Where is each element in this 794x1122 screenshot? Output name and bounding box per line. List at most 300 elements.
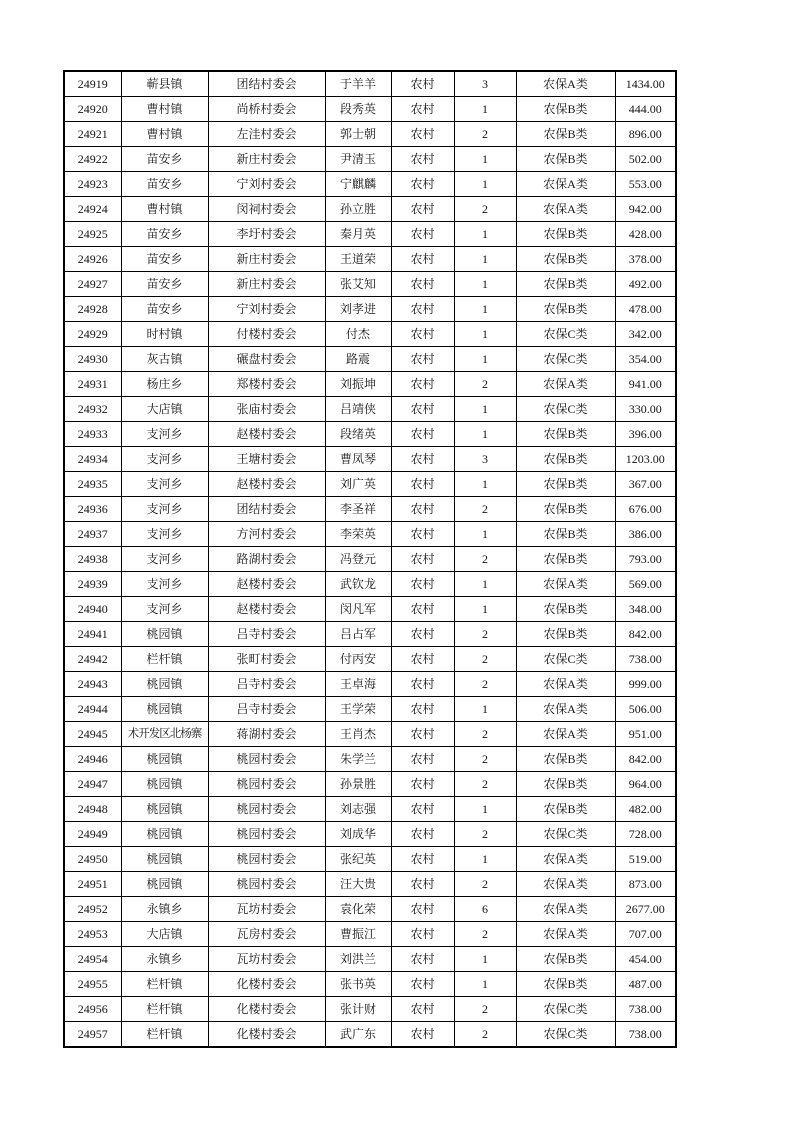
cell-insurance-category: 农保B类 xyxy=(516,597,615,622)
cell-person-count: 6 xyxy=(454,897,516,922)
cell-town: 蕲县镇 xyxy=(121,71,208,97)
cell-record-id: 24954 xyxy=(64,947,121,972)
cell-town: 支河乡 xyxy=(121,447,208,472)
cell-record-id: 24934 xyxy=(64,447,121,472)
table-row xyxy=(64,497,676,522)
cell-residence-type: 农村 xyxy=(391,922,454,947)
cell-record-id: 24951 xyxy=(64,872,121,897)
cell-residence-type: 农村 xyxy=(391,722,454,747)
cell-residence-type: 农村 xyxy=(391,797,454,822)
cell-village-committee: 付楼村委会 xyxy=(208,322,325,347)
table-row xyxy=(64,947,676,972)
table-row xyxy=(64,522,676,547)
cell-person-count: 1 xyxy=(454,422,516,447)
cell-amount: 444.00 xyxy=(615,97,676,122)
table-row xyxy=(64,272,676,297)
cell-record-id: 24955 xyxy=(64,972,121,997)
cell-amount: 873.00 xyxy=(615,872,676,897)
cell-amount: 1203.00 xyxy=(615,447,676,472)
cell-town: 苗安乡 xyxy=(121,297,208,322)
cell-record-id: 24940 xyxy=(64,597,121,622)
cell-village-committee: 新庄村委会 xyxy=(208,272,325,297)
cell-village-committee: 吕寺村委会 xyxy=(208,697,325,722)
cell-amount: 386.00 xyxy=(615,522,676,547)
cell-record-id: 24953 xyxy=(64,922,121,947)
cell-residence-type: 农村 xyxy=(391,522,454,547)
cell-insurance-category: 农保C类 xyxy=(516,322,615,347)
cell-insurance-category: 农保B类 xyxy=(516,247,615,272)
cell-person-name: 刘孝进 xyxy=(325,297,391,322)
cell-person-name: 孙立胜 xyxy=(325,197,391,222)
cell-person-count: 1 xyxy=(454,397,516,422)
cell-person-count: 2 xyxy=(454,822,516,847)
cell-town: 支河乡 xyxy=(121,422,208,447)
cell-record-id: 24931 xyxy=(64,372,121,397)
cell-person-name: 朱学兰 xyxy=(325,747,391,772)
cell-residence-type: 农村 xyxy=(391,647,454,672)
cell-person-count: 2 xyxy=(454,772,516,797)
cell-town: 杨庄乡 xyxy=(121,372,208,397)
cell-person-name: 张纪英 xyxy=(325,847,391,872)
cell-record-id: 24943 xyxy=(64,672,121,697)
cell-village-committee: 蒋湖村委会 xyxy=(208,722,325,747)
cell-person-count: 2 xyxy=(454,647,516,672)
table-row xyxy=(64,222,676,247)
table-row xyxy=(64,697,676,722)
cell-record-id: 24947 xyxy=(64,772,121,797)
cell-amount: 519.00 xyxy=(615,847,676,872)
cell-village-committee: 闵祠村委会 xyxy=(208,197,325,222)
table-row xyxy=(64,922,676,947)
cell-residence-type: 农村 xyxy=(391,222,454,247)
cell-person-name: 王卓海 xyxy=(325,672,391,697)
table-row xyxy=(64,347,676,372)
cell-person-name: 尹清玉 xyxy=(325,147,391,172)
cell-person-count: 1 xyxy=(454,597,516,622)
cell-person-count: 2 xyxy=(454,747,516,772)
cell-town: 苗安乡 xyxy=(121,247,208,272)
cell-town: 支河乡 xyxy=(121,522,208,547)
cell-town: 支河乡 xyxy=(121,597,208,622)
table-row xyxy=(64,597,676,622)
cell-amount: 502.00 xyxy=(615,147,676,172)
cell-person-count: 1 xyxy=(454,697,516,722)
cell-amount: 396.00 xyxy=(615,422,676,447)
cell-town: 苗安乡 xyxy=(121,272,208,297)
cell-residence-type: 农村 xyxy=(391,147,454,172)
cell-residence-type: 农村 xyxy=(391,71,454,97)
cell-town: 支河乡 xyxy=(121,547,208,572)
cell-residence-type: 农村 xyxy=(391,97,454,122)
cell-insurance-category: 农保A类 xyxy=(516,872,615,897)
cell-person-count: 1 xyxy=(454,297,516,322)
table-row xyxy=(64,972,676,997)
cell-amount: 942.00 xyxy=(615,197,676,222)
cell-record-id: 24942 xyxy=(64,647,121,672)
cell-amount: 707.00 xyxy=(615,922,676,947)
cell-village-committee: 新庄村委会 xyxy=(208,247,325,272)
cell-amount: 478.00 xyxy=(615,297,676,322)
cell-record-id: 24948 xyxy=(64,797,121,822)
table-row xyxy=(64,172,676,197)
cell-amount: 676.00 xyxy=(615,497,676,522)
table-row xyxy=(64,422,676,447)
cell-person-name: 段秀英 xyxy=(325,97,391,122)
cell-amount: 951.00 xyxy=(615,722,676,747)
cell-record-id: 24921 xyxy=(64,122,121,147)
cell-insurance-category: 农保A类 xyxy=(516,172,615,197)
cell-residence-type: 农村 xyxy=(391,622,454,647)
table-row xyxy=(64,247,676,272)
cell-record-id: 24938 xyxy=(64,547,121,572)
cell-person-count: 1 xyxy=(454,147,516,172)
table-row xyxy=(64,897,676,922)
cell-person-count: 2 xyxy=(454,722,516,747)
cell-person-count: 3 xyxy=(454,447,516,472)
cell-person-count: 2 xyxy=(454,922,516,947)
cell-village-committee: 左洼村委会 xyxy=(208,122,325,147)
table-row xyxy=(64,747,676,772)
cell-insurance-category: 农保C类 xyxy=(516,822,615,847)
cell-record-id: 24929 xyxy=(64,322,121,347)
cell-village-committee: 化楼村委会 xyxy=(208,972,325,997)
cell-person-name: 于羊羊 xyxy=(325,71,391,97)
cell-residence-type: 农村 xyxy=(391,422,454,447)
cell-person-count: 2 xyxy=(454,497,516,522)
cell-record-id: 24945 xyxy=(64,722,121,747)
cell-amount: 842.00 xyxy=(615,747,676,772)
cell-amount: 941.00 xyxy=(615,372,676,397)
table-row xyxy=(64,472,676,497)
cell-person-name: 刘广英 xyxy=(325,472,391,497)
cell-person-name: 李荣英 xyxy=(325,522,391,547)
table-row xyxy=(64,322,676,347)
cell-town: 栏杆镇 xyxy=(121,997,208,1022)
cell-insurance-category: 农保A类 xyxy=(516,672,615,697)
cell-person-count: 1 xyxy=(454,322,516,347)
cell-insurance-category: 农保B类 xyxy=(516,747,615,772)
cell-insurance-category: 农保A类 xyxy=(516,572,615,597)
cell-person-count: 1 xyxy=(454,222,516,247)
table-row xyxy=(64,722,676,747)
cell-town: 曹村镇 xyxy=(121,122,208,147)
cell-residence-type: 农村 xyxy=(391,122,454,147)
cell-residence-type: 农村 xyxy=(391,447,454,472)
cell-town: 永镇乡 xyxy=(121,947,208,972)
cell-insurance-category: 农保B类 xyxy=(516,297,615,322)
cell-record-id: 24924 xyxy=(64,197,121,222)
cell-amount: 738.00 xyxy=(615,997,676,1022)
table-row xyxy=(64,297,676,322)
cell-person-name: 宁麒麟 xyxy=(325,172,391,197)
cell-record-id: 24949 xyxy=(64,822,121,847)
cell-village-committee: 桃园村委会 xyxy=(208,872,325,897)
cell-record-id: 24920 xyxy=(64,97,121,122)
cell-town: 桃园镇 xyxy=(121,822,208,847)
cell-town: 桃园镇 xyxy=(121,772,208,797)
cell-insurance-category: 农保B类 xyxy=(516,522,615,547)
cell-village-committee: 路湖村委会 xyxy=(208,547,325,572)
cell-person-count: 1 xyxy=(454,172,516,197)
cell-village-committee: 赵楼村委会 xyxy=(208,472,325,497)
table-row xyxy=(64,122,676,147)
cell-insurance-category: 农保C类 xyxy=(516,397,615,422)
cell-insurance-category: 农保B类 xyxy=(516,422,615,447)
cell-insurance-category: 农保A类 xyxy=(516,847,615,872)
cell-residence-type: 农村 xyxy=(391,1022,454,1048)
cell-person-count: 1 xyxy=(454,847,516,872)
cell-village-committee: 碾盘村委会 xyxy=(208,347,325,372)
cell-person-name: 曹凤琴 xyxy=(325,447,391,472)
cell-record-id: 24956 xyxy=(64,997,121,1022)
cell-town: 苗安乡 xyxy=(121,147,208,172)
cell-town: 曹村镇 xyxy=(121,97,208,122)
cell-person-count: 1 xyxy=(454,572,516,597)
cell-residence-type: 农村 xyxy=(391,372,454,397)
table-row xyxy=(64,847,676,872)
cell-person-count: 1 xyxy=(454,347,516,372)
cell-village-committee: 桃园村委会 xyxy=(208,797,325,822)
table-row xyxy=(64,997,676,1022)
cell-village-committee: 新庄村委会 xyxy=(208,147,325,172)
cell-residence-type: 农村 xyxy=(391,197,454,222)
cell-insurance-category: 农保B类 xyxy=(516,272,615,297)
cell-person-count: 1 xyxy=(454,247,516,272)
cell-person-name: 武广东 xyxy=(325,1022,391,1048)
cell-person-name: 吕占军 xyxy=(325,622,391,647)
cell-person-count: 1 xyxy=(454,472,516,497)
cell-person-count: 2 xyxy=(454,672,516,697)
cell-insurance-category: 农保B类 xyxy=(516,947,615,972)
cell-village-committee: 吕寺村委会 xyxy=(208,672,325,697)
cell-record-id: 24950 xyxy=(64,847,121,872)
cell-residence-type: 农村 xyxy=(391,947,454,972)
cell-village-committee: 吕寺村委会 xyxy=(208,622,325,647)
cell-town: 桃园镇 xyxy=(121,847,208,872)
cell-residence-type: 农村 xyxy=(391,172,454,197)
cell-amount: 367.00 xyxy=(615,472,676,497)
cell-record-id: 24925 xyxy=(64,222,121,247)
cell-insurance-category: 农保A类 xyxy=(516,372,615,397)
cell-village-committee: 李圩村委会 xyxy=(208,222,325,247)
cell-person-name: 付丙安 xyxy=(325,647,391,672)
cell-record-id: 24932 xyxy=(64,397,121,422)
table-row xyxy=(64,622,676,647)
cell-insurance-category: 农保B类 xyxy=(516,797,615,822)
cell-person-count: 2 xyxy=(454,372,516,397)
cell-residence-type: 农村 xyxy=(391,247,454,272)
records-table xyxy=(63,70,677,1048)
cell-residence-type: 农村 xyxy=(391,847,454,872)
cell-person-name: 汪大贵 xyxy=(325,872,391,897)
cell-residence-type: 农村 xyxy=(391,997,454,1022)
cell-person-name: 路震 xyxy=(325,347,391,372)
cell-village-committee: 方河村委会 xyxy=(208,522,325,547)
cell-amount: 964.00 xyxy=(615,772,676,797)
cell-person-name: 王肖杰 xyxy=(325,722,391,747)
cell-insurance-category: 农保B类 xyxy=(516,122,615,147)
cell-residence-type: 农村 xyxy=(391,822,454,847)
cell-village-committee: 瓦房村委会 xyxy=(208,922,325,947)
cell-person-name: 张计财 xyxy=(325,997,391,1022)
cell-town: 支河乡 xyxy=(121,572,208,597)
cell-person-name: 段绪英 xyxy=(325,422,391,447)
cell-town: 永镇乡 xyxy=(121,897,208,922)
cell-amount: 1434.00 xyxy=(615,71,676,97)
cell-person-count: 1 xyxy=(454,972,516,997)
cell-insurance-category: 农保B类 xyxy=(516,772,615,797)
cell-person-name: 张艾知 xyxy=(325,272,391,297)
cell-amount: 348.00 xyxy=(615,597,676,622)
cell-residence-type: 农村 xyxy=(391,272,454,297)
cell-amount: 793.00 xyxy=(615,547,676,572)
table-row xyxy=(64,197,676,222)
cell-person-name: 郭士朝 xyxy=(325,122,391,147)
cell-amount: 569.00 xyxy=(615,572,676,597)
cell-amount: 999.00 xyxy=(615,672,676,697)
cell-village-committee: 桃园村委会 xyxy=(208,772,325,797)
cell-person-name: 曹振江 xyxy=(325,922,391,947)
cell-person-count: 1 xyxy=(454,97,516,122)
cell-person-count: 1 xyxy=(454,522,516,547)
cell-person-count: 2 xyxy=(454,622,516,647)
cell-person-name: 冯登元 xyxy=(325,547,391,572)
cell-person-count: 2 xyxy=(454,997,516,1022)
table-row xyxy=(64,372,676,397)
cell-person-name: 刘成华 xyxy=(325,822,391,847)
cell-residence-type: 农村 xyxy=(391,347,454,372)
cell-person-name: 孙景胜 xyxy=(325,772,391,797)
cell-village-committee: 张町村委会 xyxy=(208,647,325,672)
cell-record-id: 24919 xyxy=(64,71,121,97)
table-row xyxy=(64,872,676,897)
cell-record-id: 24928 xyxy=(64,297,121,322)
cell-village-committee: 团结村委会 xyxy=(208,497,325,522)
cell-residence-type: 农村 xyxy=(391,897,454,922)
cell-town: 栏杆镇 xyxy=(121,972,208,997)
cell-person-name: 付杰 xyxy=(325,322,391,347)
cell-town: 桃园镇 xyxy=(121,697,208,722)
cell-village-committee: 宁刘村委会 xyxy=(208,172,325,197)
table-row xyxy=(64,97,676,122)
cell-residence-type: 农村 xyxy=(391,472,454,497)
table-row xyxy=(64,547,676,572)
table-row xyxy=(64,71,676,97)
cell-residence-type: 农村 xyxy=(391,872,454,897)
table-row xyxy=(64,1022,676,1048)
cell-insurance-category: 农保A类 xyxy=(516,697,615,722)
cell-town: 术开发区北杨寨 xyxy=(121,722,208,747)
cell-record-id: 24957 xyxy=(64,1022,121,1048)
cell-town: 桃园镇 xyxy=(121,797,208,822)
cell-residence-type: 农村 xyxy=(391,747,454,772)
cell-insurance-category: 农保C类 xyxy=(516,1022,615,1048)
cell-person-count: 2 xyxy=(454,872,516,897)
cell-person-name: 刘志强 xyxy=(325,797,391,822)
cell-person-count: 2 xyxy=(454,122,516,147)
cell-person-name: 秦月英 xyxy=(325,222,391,247)
cell-town: 桃园镇 xyxy=(121,622,208,647)
cell-town: 桃园镇 xyxy=(121,872,208,897)
cell-amount: 896.00 xyxy=(615,122,676,147)
cell-village-committee: 化楼村委会 xyxy=(208,997,325,1022)
cell-town: 桃园镇 xyxy=(121,672,208,697)
cell-insurance-category: 农保B类 xyxy=(516,497,615,522)
cell-town: 支河乡 xyxy=(121,497,208,522)
cell-person-name: 武钦龙 xyxy=(325,572,391,597)
cell-person-name: 王学荣 xyxy=(325,697,391,722)
cell-village-committee: 赵楼村委会 xyxy=(208,572,325,597)
cell-person-count: 1 xyxy=(454,947,516,972)
cell-insurance-category: 农保B类 xyxy=(516,472,615,497)
cell-town: 苗安乡 xyxy=(121,172,208,197)
cell-village-committee: 张庙村委会 xyxy=(208,397,325,422)
cell-record-id: 24926 xyxy=(64,247,121,272)
cell-insurance-category: 农保B类 xyxy=(516,622,615,647)
cell-insurance-category: 农保A类 xyxy=(516,71,615,97)
cell-town: 灰古镇 xyxy=(121,347,208,372)
cell-amount: 354.00 xyxy=(615,347,676,372)
cell-insurance-category: 农保A类 xyxy=(516,197,615,222)
cell-amount: 342.00 xyxy=(615,322,676,347)
cell-residence-type: 农村 xyxy=(391,972,454,997)
cell-town: 支河乡 xyxy=(121,472,208,497)
cell-village-committee: 郑楼村委会 xyxy=(208,372,325,397)
cell-insurance-category: 农保B类 xyxy=(516,147,615,172)
cell-insurance-category: 农保C类 xyxy=(516,647,615,672)
cell-person-name: 闵凡军 xyxy=(325,597,391,622)
cell-record-id: 24927 xyxy=(64,272,121,297)
cell-insurance-category: 农保C类 xyxy=(516,347,615,372)
cell-village-committee: 桃园村委会 xyxy=(208,747,325,772)
cell-village-committee: 赵楼村委会 xyxy=(208,422,325,447)
cell-amount: 482.00 xyxy=(615,797,676,822)
cell-amount: 2677.00 xyxy=(615,897,676,922)
cell-amount: 738.00 xyxy=(615,1022,676,1048)
cell-amount: 487.00 xyxy=(615,972,676,997)
cell-insurance-category: 农保C类 xyxy=(516,997,615,1022)
cell-village-committee: 团结村委会 xyxy=(208,71,325,97)
cell-record-id: 24939 xyxy=(64,572,121,597)
cell-amount: 728.00 xyxy=(615,822,676,847)
cell-town: 栏杆镇 xyxy=(121,1022,208,1048)
cell-record-id: 24930 xyxy=(64,347,121,372)
cell-residence-type: 农村 xyxy=(391,672,454,697)
cell-record-id: 24944 xyxy=(64,697,121,722)
table-row xyxy=(64,647,676,672)
cell-person-count: 1 xyxy=(454,272,516,297)
cell-residence-type: 农村 xyxy=(391,322,454,347)
cell-person-name: 袁化荣 xyxy=(325,897,391,922)
cell-amount: 428.00 xyxy=(615,222,676,247)
cell-amount: 454.00 xyxy=(615,947,676,972)
cell-person-name: 刘洪兰 xyxy=(325,947,391,972)
cell-person-count: 2 xyxy=(454,1022,516,1048)
cell-town: 栏杆镇 xyxy=(121,647,208,672)
cell-person-count: 2 xyxy=(454,547,516,572)
cell-amount: 738.00 xyxy=(615,647,676,672)
cell-village-committee: 瓦坊村委会 xyxy=(208,897,325,922)
cell-record-id: 24922 xyxy=(64,147,121,172)
cell-insurance-category: 农保A类 xyxy=(516,722,615,747)
cell-amount: 378.00 xyxy=(615,247,676,272)
cell-town: 时村镇 xyxy=(121,322,208,347)
cell-insurance-category: 农保B类 xyxy=(516,972,615,997)
cell-record-id: 24946 xyxy=(64,747,121,772)
cell-village-committee: 赵楼村委会 xyxy=(208,597,325,622)
table-row xyxy=(64,397,676,422)
cell-record-id: 24933 xyxy=(64,422,121,447)
